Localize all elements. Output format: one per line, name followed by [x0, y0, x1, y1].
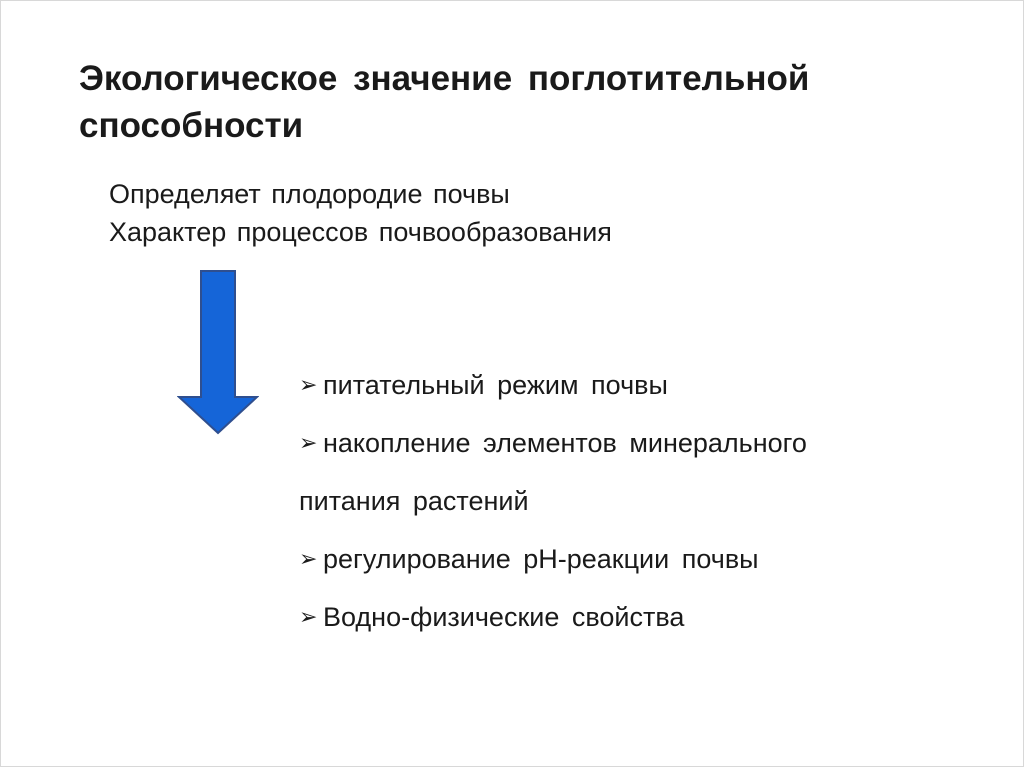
down-arrow-icon — [177, 269, 259, 435]
bullet-arrow-icon: ➢ — [299, 372, 318, 397]
down-arrow-shape — [179, 271, 257, 433]
slide-title — [79, 55, 959, 149]
slide-title-line-2: способности — [79, 106, 304, 145]
list-item — [299, 530, 807, 588]
list-item-text: питания растений — [299, 486, 529, 516]
bullet-arrow-icon: ➢ — [299, 430, 318, 455]
intro-text — [109, 175, 612, 251]
bullet-arrow-icon: ➢ — [299, 604, 318, 629]
list-item-continuation — [299, 472, 807, 530]
list-item — [299, 356, 807, 414]
bullet-arrow-icon: ➢ — [299, 546, 318, 571]
list-item — [299, 414, 807, 472]
bullet-list — [299, 356, 807, 646]
list-item-text: питательный режим почвы — [323, 370, 668, 400]
intro-line-1: Определяет плодородие почвы — [109, 179, 510, 209]
slide-title-line-1: Экологическое значение поглотительной — [79, 59, 810, 98]
list-item-text: накопление элементов минерального — [323, 428, 807, 458]
intro-line-2: Характер процессов почвообразования — [109, 217, 612, 247]
list-item — [299, 588, 807, 646]
list-item-text: Водно-физические свойства — [323, 602, 685, 632]
list-item-text: регулирование рН-реакции почвы — [323, 544, 759, 574]
